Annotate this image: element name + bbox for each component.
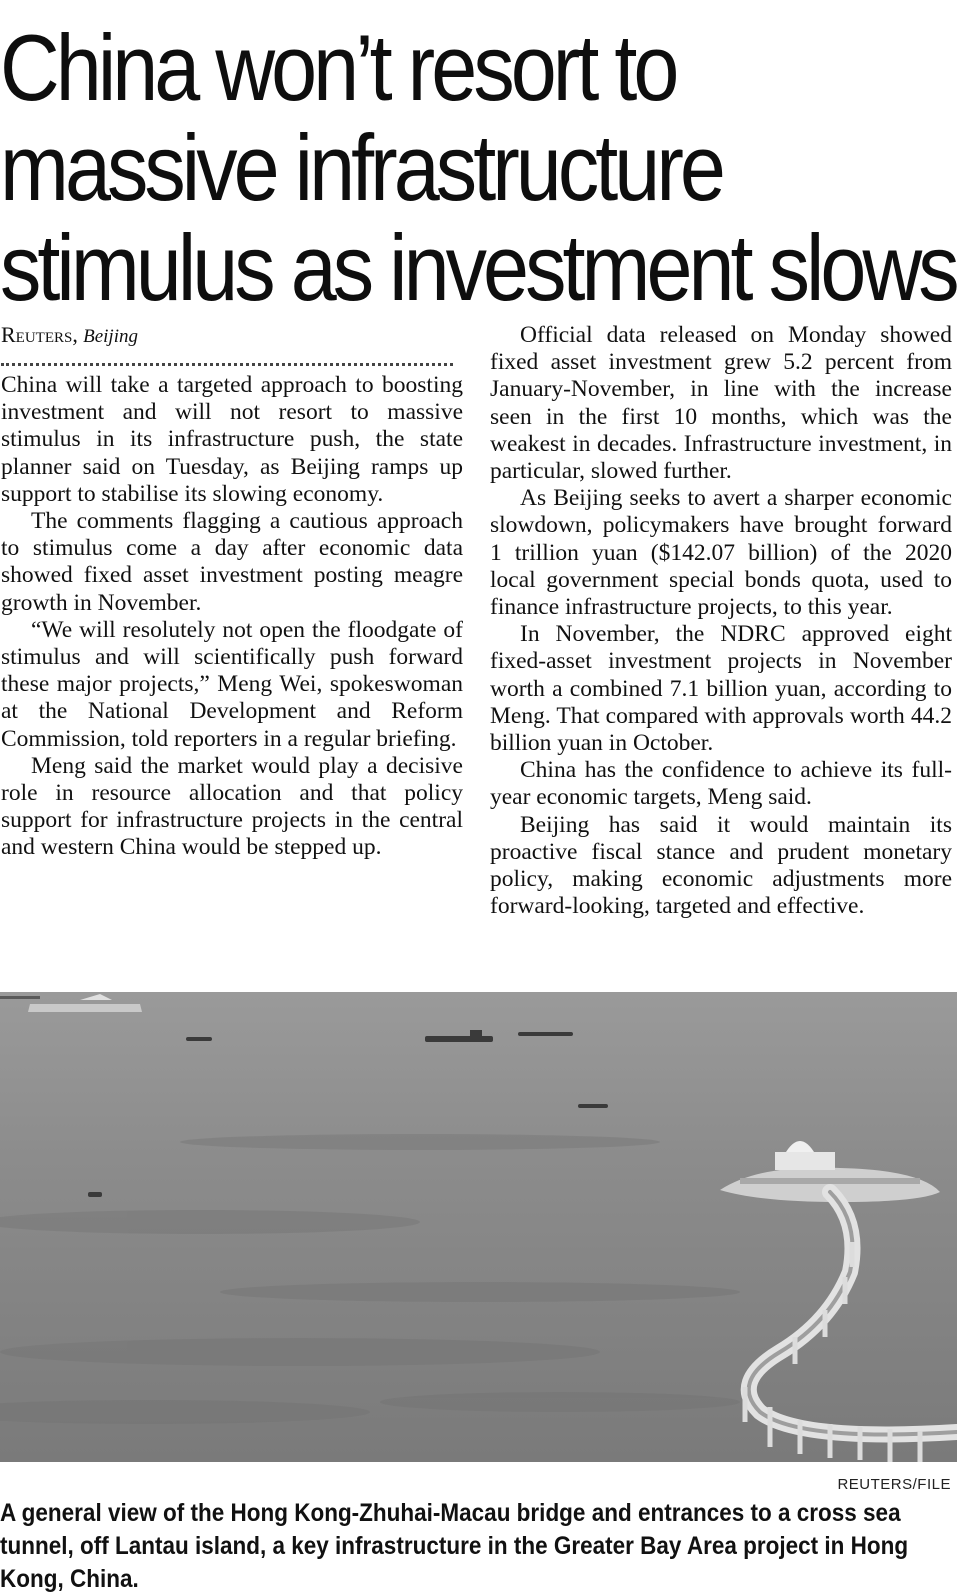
paragraph: “We will resolutely not open the floodgate of stimulus and will scientifically push forward these major projects,” Meng Wei, spokeswoman at the National Development and Reform Commission, told reporters in a regular briefing.	[1, 616, 463, 752]
paragraph: In November, the NDRC approved eight fixed-asset investment projects in November worth a combined 7.1 billion yuan, according to Meng. That compared with approvals worth 44.2 billion yuan in October.	[490, 621, 952, 757]
byline-agency: Reuters,	[1, 322, 78, 347]
paragraph: China will take a targeted approach to boosting investment and will not resort to massive stimulus in its infrastructure push, the state planner said on Tuesday, as Beijing ramps up support to stabilise its slowing economy.	[1, 372, 463, 507]
paragraph: Official data released on Monday showed fixed asset investment grew 5.2 percent from January-November, in line with the increase seen in the first 10 months, which was the weakest in decades. Infrastructure investment, in particular, slowed further.	[490, 322, 952, 485]
paragraph: Meng said the market would play a decisive role in resource allocation and that policy support for infrastructure projects in the central and western China would be stepped up.	[1, 752, 463, 861]
paragraph: The comments flagging a cautious approach to stimulus come a day after economic data showed fixed asset investment posting meagre growth in November.	[1, 508, 463, 616]
photo-credit: REUTERS/FILE	[837, 1476, 951, 1493]
bridge-photo	[0, 992, 957, 1462]
photo-caption: A general view of the Hong Kong-Zhuhai-Macau bridge and entrances to a cross sea tunnel, off Lantau island, a key infrastructure in the Greater Bay Area project in Hong Kong, China.	[0, 1499, 909, 1593]
byline-place: Beijing	[83, 326, 138, 347]
article-column-right	[490, 322, 952, 920]
byline	[1, 322, 463, 349]
bridge-photo-illustration	[0, 992, 957, 1462]
headline: China won’t resort to massive infrastructure stimulus as investment slows	[0, 15, 956, 320]
paragraph: China has the confidence to achieve its full-year economic targets, Meng said.	[490, 757, 952, 811]
paragraph: Beijing has said it would maintain its proactive fiscal stance and prudent monetary policy, making economic adjustments more forward-looking, targeted and effective.	[490, 811, 952, 920]
paragraph: As Beijing seeks to avert a sharper economic slowdown, policymakers have brought forward 1 trillion yuan ($142.07 billion) of the 2020 local government special bonds quota, used to finance infrastructure projects, to this year.	[490, 485, 952, 621]
article-column-left	[1, 322, 463, 862]
byline-divider	[1, 349, 453, 366]
